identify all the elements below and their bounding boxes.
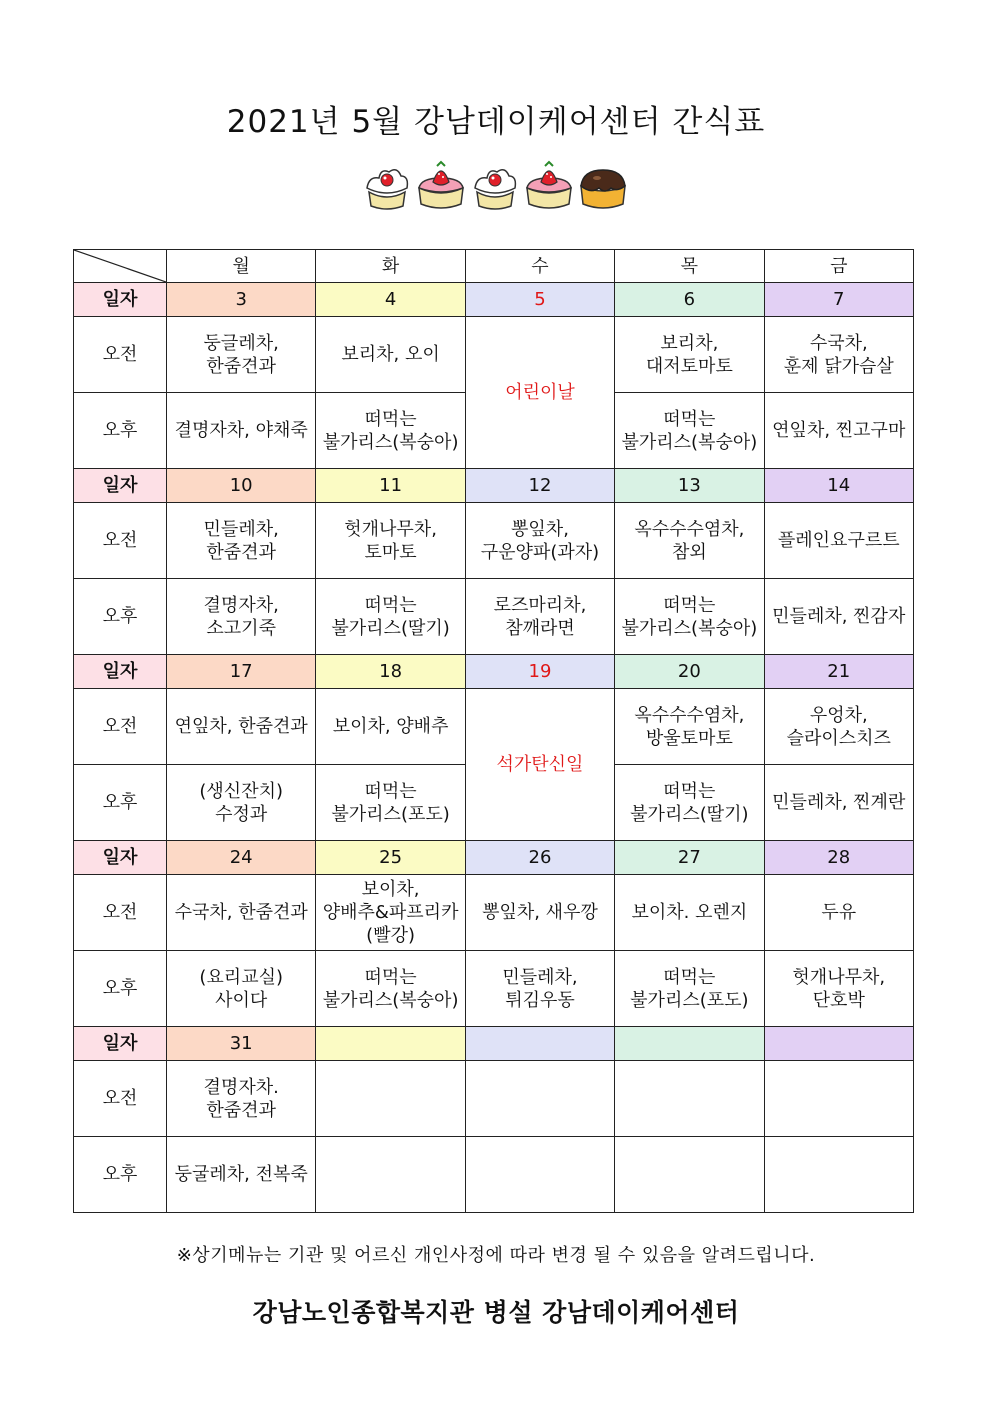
menu-item-text: (빨강) xyxy=(366,925,415,946)
date-fri: 21 xyxy=(764,655,913,689)
menu-item-text: 뽕잎차, 새우깡 xyxy=(482,902,598,923)
menu-item-text: 둥글레차, xyxy=(203,332,279,354)
date-row xyxy=(74,1027,914,1061)
menu-item-text: 불가리스(포도) xyxy=(630,989,749,1011)
date-tue: 25 xyxy=(316,841,465,875)
menu-item-text: 사이다 xyxy=(215,989,268,1011)
diagonal-line xyxy=(74,250,166,282)
date-thu: 20 xyxy=(615,655,764,689)
page-title: 2021년 5월 강남데이케어센터 간식표 xyxy=(226,104,766,140)
date-label: 일자 xyxy=(74,1027,167,1061)
menu-item-text: 불가리스(딸기) xyxy=(331,617,450,639)
menu-item-text: 슬라이스치즈 xyxy=(786,727,891,749)
corner-cell xyxy=(74,250,167,283)
menu-item-text: 헛개나무차, xyxy=(344,518,437,540)
menu-item-text: 헛개나무차, xyxy=(792,966,886,988)
date-label: 일자 xyxy=(74,469,167,503)
menu-cell-tue xyxy=(316,317,465,393)
snack-menu-table xyxy=(73,249,914,1213)
date-fri: 28 xyxy=(764,841,913,875)
menu-item-text: 연잎차, 찐고구마 xyxy=(772,420,906,441)
menu-cell-wed xyxy=(465,951,614,1027)
menu-item-text: 대저토마토 xyxy=(645,355,733,377)
menu-cell-thu xyxy=(615,317,764,393)
menu-item-text: 구운양파(과자) xyxy=(480,541,600,563)
date-thu: 13 xyxy=(615,469,764,503)
menu-item-text: 결명자차, 야채죽 xyxy=(174,420,308,441)
date-mon: 31 xyxy=(167,1027,316,1061)
menu-item-text: 불가리스(포도) xyxy=(331,803,450,825)
menu-cell-mon xyxy=(167,765,316,841)
menu-item-text: 한줌견과 xyxy=(206,1099,276,1121)
menu-item-text: 양배추&파프리카 xyxy=(322,902,459,923)
date-wed xyxy=(465,1027,614,1061)
menu-cell-mon xyxy=(167,1137,316,1213)
date-thu: 27 xyxy=(615,841,764,875)
menu-cell-thu xyxy=(615,875,764,951)
pm-row xyxy=(74,1137,914,1213)
menu-item-text: 불가리스(딸기) xyxy=(630,803,749,825)
menu-item-text: 소고기죽 xyxy=(206,617,276,639)
menu-item-text: 떠먹는 xyxy=(364,966,417,988)
am-label: 오전 xyxy=(74,317,167,393)
menu-item-text: 수국차, 한줌견과 xyxy=(174,902,308,923)
am-row xyxy=(74,875,914,951)
menu-item-text: 참깨라면 xyxy=(505,617,575,639)
menu-item-text: 민들레차, xyxy=(203,518,279,540)
date-row xyxy=(74,283,914,317)
date-mon: 10 xyxy=(167,469,316,503)
date-wed: 19 xyxy=(465,655,614,689)
date-mon: 3 xyxy=(167,283,316,317)
menu-cell-tue xyxy=(316,1061,465,1137)
menu-cell-tue xyxy=(316,1137,465,1213)
menu-item-text: 보이차, 양배추 xyxy=(332,716,449,737)
menu-item-text: 보리차, 오이 xyxy=(341,344,440,365)
date-tue: 11 xyxy=(316,469,465,503)
organization-footer: 강남노인종합복지관 병설 강남데이케어센터 xyxy=(252,1298,740,1327)
menu-cell-tue xyxy=(316,579,465,655)
menu-cell-thu xyxy=(615,579,764,655)
menu-cell-wed xyxy=(465,503,614,579)
menu-cell-thu xyxy=(615,765,764,841)
date-label: 일자 xyxy=(74,283,167,317)
menu-item-text: 민들레차, 찐감자 xyxy=(772,606,906,627)
menu-item-text: 떠먹는 xyxy=(364,780,417,802)
menu-item-text: 보이차, xyxy=(361,879,420,900)
menu-cell-tue xyxy=(316,689,465,765)
menu-cell-fri xyxy=(764,765,913,841)
strawberry-cake-icon xyxy=(415,158,467,210)
menu-cell-mon xyxy=(167,951,316,1027)
menu-cell-mon xyxy=(167,503,316,579)
menu-cell-mon xyxy=(167,579,316,655)
menu-cell-mon xyxy=(167,1061,316,1137)
date-mon: 17 xyxy=(167,655,316,689)
menu-item-text: 불가리스(복숭아) xyxy=(621,617,758,639)
menu-item-text: 수국차, xyxy=(809,332,868,354)
date-fri xyxy=(764,1027,913,1061)
menu-item-text: 결명자차, xyxy=(203,594,279,616)
menu-cell-thu xyxy=(615,689,764,765)
pm-label: 오후 xyxy=(74,1137,167,1213)
cream-cake-icon xyxy=(361,158,413,210)
menu-cell-wed xyxy=(465,1137,614,1213)
date-wed: 5 xyxy=(465,283,614,317)
menu-cell-fri xyxy=(764,317,913,393)
menu-item-text: (요리교실) xyxy=(199,966,283,988)
am-row xyxy=(74,503,914,579)
menu-item-text: 방울토마토 xyxy=(645,727,733,749)
holiday-cell: 석가탄신일 xyxy=(465,689,614,841)
menu-item-text: 두유 xyxy=(821,902,857,923)
date-row xyxy=(74,841,914,875)
menu-item-text: 단호박 xyxy=(812,989,865,1011)
date-wed: 26 xyxy=(465,841,614,875)
cake-decorations xyxy=(361,154,633,210)
menu-cell-mon xyxy=(167,875,316,951)
weekday-header-row xyxy=(74,250,914,283)
menu-cell-wed xyxy=(465,875,614,951)
cream-cake-icon xyxy=(469,158,521,210)
menu-item-text: 불가리스(복숭아) xyxy=(322,989,459,1011)
menu-cell-thu xyxy=(615,1137,764,1213)
menu-item-text: 우엉차, xyxy=(809,704,868,726)
menu-cell-fri xyxy=(764,875,913,951)
weekday-fri: 금 xyxy=(764,250,913,283)
date-row xyxy=(74,469,914,503)
menu-cell-tue xyxy=(316,393,465,469)
menu-item-text: 연잎차, 한줌견과 xyxy=(174,716,308,737)
date-thu: 6 xyxy=(615,283,764,317)
menu-cell-tue xyxy=(316,765,465,841)
pm-label: 오후 xyxy=(74,579,167,655)
menu-item-text: 참외 xyxy=(671,541,707,563)
menu-item-text: 떠먹는 xyxy=(364,408,417,430)
date-tue xyxy=(316,1027,465,1061)
date-fri: 14 xyxy=(764,469,913,503)
menu-item-text: 옥수수수염차, xyxy=(634,518,745,540)
menu-item-text: 둥굴레차, 전복죽 xyxy=(174,1164,308,1185)
date-row xyxy=(74,655,914,689)
date-mon: 24 xyxy=(167,841,316,875)
am-label: 오전 xyxy=(74,503,167,579)
menu-cell-tue xyxy=(316,875,465,951)
menu-cell-tue xyxy=(316,951,465,1027)
menu-cell-tue xyxy=(316,503,465,579)
menu-item-text: 결명자차. xyxy=(203,1076,279,1098)
menu-item-text: 민들레차, xyxy=(502,966,578,988)
weekday-wed: 수 xyxy=(465,250,614,283)
menu-cell-thu xyxy=(615,393,764,469)
menu-cell-thu xyxy=(615,951,764,1027)
date-fri: 7 xyxy=(764,283,913,317)
menu-cell-fri xyxy=(764,1137,913,1213)
am-label: 오전 xyxy=(74,689,167,765)
pm-label: 오후 xyxy=(74,951,167,1027)
menu-item-text: 로즈마리차, xyxy=(493,594,587,616)
date-label: 일자 xyxy=(74,841,167,875)
menu-item-text: 토마토 xyxy=(364,541,417,563)
menu-item-text: 불가리스(복숭아) xyxy=(322,431,459,453)
menu-item-text: 훈제 닭가슴살 xyxy=(783,355,894,377)
menu-item-text: 떠먹는 xyxy=(663,408,716,430)
menu-cell-thu xyxy=(615,503,764,579)
am-label: 오전 xyxy=(74,875,167,951)
menu-item-text: 뽕잎차, xyxy=(511,518,569,540)
chocolate-cake-icon xyxy=(577,158,629,210)
menu-item-text: 불가리스(복숭아) xyxy=(621,431,758,453)
strawberry-cake-icon xyxy=(523,158,575,210)
weekday-mon: 월 xyxy=(167,250,316,283)
menu-cell-mon xyxy=(167,393,316,469)
menu-cell-fri xyxy=(764,503,913,579)
menu-cell-wed xyxy=(465,1061,614,1137)
menu-cell-mon xyxy=(167,317,316,393)
menu-item-text: 수정과 xyxy=(215,803,268,825)
pm-label: 오후 xyxy=(74,393,167,469)
date-label: 일자 xyxy=(74,655,167,689)
weekday-tue: 화 xyxy=(316,250,465,283)
menu-cell-fri xyxy=(764,951,913,1027)
pm-row xyxy=(74,579,914,655)
menu-cell-fri xyxy=(764,579,913,655)
menu-item-text: 떠먹는 xyxy=(663,966,716,988)
menu-item-text: 떠먹는 xyxy=(663,780,716,802)
am-row xyxy=(74,317,914,393)
menu-item-text: 떠먹는 xyxy=(663,594,716,616)
menu-item-text: 보이차. 오렌지 xyxy=(631,902,748,923)
am-row xyxy=(74,1061,914,1137)
menu-cell-fri xyxy=(764,393,913,469)
menu-item-text: 한줌견과 xyxy=(206,355,276,377)
holiday-cell: 어린이날 xyxy=(465,317,614,469)
menu-item-text: 옥수수수염차, xyxy=(634,704,745,726)
date-thu xyxy=(615,1027,764,1061)
menu-item-text: 튀김우동 xyxy=(505,989,575,1011)
date-tue: 18 xyxy=(316,655,465,689)
notice-text: ※상기메뉴는 기관 및 어르신 개인사정에 따라 변경 될 수 있음을 알려드립니다. xyxy=(176,1245,816,1266)
am-row xyxy=(74,689,914,765)
menu-item-text: 한줌견과 xyxy=(206,541,276,563)
am-label: 오전 xyxy=(74,1061,167,1137)
menu-item-text: 플레인요구르트 xyxy=(777,530,900,551)
weekday-thu: 목 xyxy=(615,250,764,283)
menu-item-text: (생신잔치) xyxy=(199,780,283,802)
menu-item-text: 떠먹는 xyxy=(364,594,417,616)
pm-row xyxy=(74,951,914,1027)
menu-cell-wed xyxy=(465,579,614,655)
menu-cell-fri xyxy=(764,689,913,765)
date-tue: 4 xyxy=(316,283,465,317)
menu-cell-thu xyxy=(615,1061,764,1137)
menu-item-text: 민들레차, 찐계란 xyxy=(772,792,906,813)
menu-cell-mon xyxy=(167,689,316,765)
date-wed: 12 xyxy=(465,469,614,503)
menu-item-text: 보리차, xyxy=(660,332,719,354)
menu-cell-fri xyxy=(764,1061,913,1137)
pm-label: 오후 xyxy=(74,765,167,841)
